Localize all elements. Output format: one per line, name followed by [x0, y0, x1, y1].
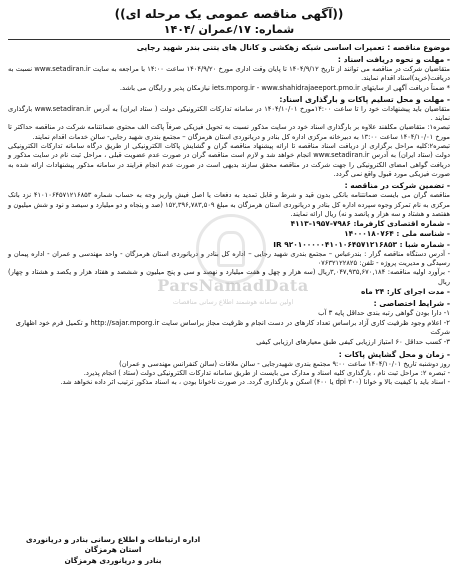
deliver-text: متقاضیان باید پیشنهادات خود را تا ساعت ۱۴:۰۰مورخ ۱۴۰۴/۱۰/۰۱ در سامانه تدارکات الکترونیکی دولت ( ستاد ایران) به آدرس www.setadiran.ir بارگذاری نمایند . — [8, 104, 450, 123]
watermark-text: ParsNamadData — [157, 276, 309, 295]
requirement-item: ۱- دارا بودن گواهی رتبه بندی حداقل پایه ۳ آب — [318, 309, 450, 318]
deliver-heading: - مهلت و محل تسلیم پاکات و بارگذاری اسناد: — [279, 94, 450, 104]
note-item: - اسناد باید با کیفیت بالا و خوانا (۳۰۰ dpi یا ۴۰۰) اسکن و بارگذاری گردد. در صورت ناخوانا بودن ، به اسناد مذکور ترتیب اثر داده نخواهد شد. — [60, 378, 450, 387]
opening-heading: - زمان و محل گشایش پاکات : — [338, 349, 450, 359]
notice-title: ((آگهی مناقصه عمومی یک مرحله ای)) — [114, 7, 344, 21]
receive-text: متقاضیان شرکت در مناقصه می توانند از تاریخ ۱۴۰۴/۹/۱۲ تا پایان وقت اداری مورخ ۱۴۰۴/۹/۲۰ ساعت ۱۴:۰۰ با مراجعه به سایت www.setadiran.ir نسبت به دریافت(خرید)اسناد اقدام نمایند. — [8, 65, 450, 83]
sheba-number: - شماره شبا : IR ۹۲۰۱۰۰۰۰۰۴۱۰۱۰۶۴۵۷۱۲۱۶۸۵۳ — [273, 239, 450, 249]
signature-block — [18, 535, 208, 567]
initial-estimate: - برآورد اولیه مناقصه: ۳,۰۴۷,۹۳۵,۶۷۰,۱۸۴ریال (سه هزار و چهل و هفت میلیارد و نهصد و سی و پنج میلیون و ششصد و هفتاد هزار و یکصد و هشتاد و چهار) ریال — [8, 268, 450, 286]
guarantee-heading: - تضمین شرکت در مناقصه : — [344, 181, 450, 191]
signature-line-1: اداره ارتباطات و اطلاع رسانی بنادر و دریانوردی استان هرمزگان — [25, 534, 201, 554]
national-id: - شناسه ملی : ۱۴۰۰۰۱۸۰۷۶۴ — [344, 229, 450, 239]
watermark-subtitle: اولین سامانه هوشمند اطلاع رسانی مناقصات — [172, 298, 294, 306]
tender-address: - آدرس دستگاه مناقصه گزار : بندرعباس – مجتمع بندری شهید رجایی – اداره کل بنادر و دریانوردی استان هرمزگان - واحد مهندسی و عمران - اداره پیمان و رسیدگی و مدیریت پروژه - تلفن: ۰۷۶۳۲۱۲۲۸۲۵ — [8, 249, 450, 268]
receive-heading: - مهلت و نحوه دریافت اسناد : — [337, 55, 450, 64]
deliver-note-1: تبصره۱: متقاضیان مکلفند علاوه بر بارگذاری اسناد خود در سایت مذکور نسبت به تحویل فیزیکی صرفاً پاکت الف محتوی ضمانتنامه شرکت در مناقصه حداکثر تا مورخ ۱۴۰۴/۱۰/۰۱ ساعت ۱۳:۰۰ به دبیرخانه مرکزی اداره کل بنادر و دریانوردی استان هرمزگان – مجتمع بندری شهید رجایی- سالن خدمات اقدام نمایند. — [8, 123, 450, 141]
opening-text: روز دوشنبه تاریخ ۱۴۰۴/۱۰/۰۱ ساعت ۹:۰۰ مجتمع بندری شهیدرجایی - سالن ملاقات (سالن کنفرانس مهندسی و عمران) — [119, 359, 450, 368]
requirements-heading: - شرایط اختصاصی : — [373, 299, 450, 309]
signature-line-2: بنادر و دریانوردی هرمزگان — [64, 555, 162, 565]
requirement-item: ۳- کسب حداقل ۶۰ امتیاز ارزیابی کیفی طبق معیارهای ارزیابی کیفی — [256, 337, 450, 346]
note-item: - تبصره ۲: مراحل ثبت نام ، بارگذاری کلیه اسناد و مدارک می بایست از طریق سامانه تدارکات الکترونیکی دولت (ستاد ) انجام پذیرد. — [83, 368, 450, 377]
divider — [8, 39, 450, 40]
watermark-logo-icon — [196, 214, 266, 284]
guarantee-text: مناقصه گران می بایست ضمانتنامه بانکی بدون قید و شرط و قابل تمدید به دفعات یا اصل فیش واریز وجه به حساب شماره ۴۱۰۱۰۶۴۵۷۱۲۱۶۸۵۳ نزد بانک مرکزی به نام تمرکز وجوه سپرده اداره کل بنادر و دریانوردی استان هرمزگان به مبلغ ۱۵۲,۳۹۶,۷۸۳,۵۰۹ (صد و پنجاه و دو میلیارد و سیصد و نود و شش میلیون و هفتصد و هشتاد و سه هزار و پانصد و نه) ریال ارائه نمایند. — [8, 191, 451, 218]
receive-websites: * ضمناً دریافت آگهی از سایتهای iets.mporg.ir - www.shahidrajaeeport.pmo.ir نیازمکان پذیر و رایگان می باشد. — [119, 83, 450, 92]
requirement-item: ۲- اعلام وجود ظرفیت کاری آزاد براساس تعداد کارهای در دست انجام و ظرفیت مجاز براساس سایت http://sajar.mporg.ir و تکمیل فرم خود اظهاری شرکت — [15, 318, 450, 337]
subject-line: موضوع مناقصه : تعمیرات اساسی شبکه زهکشی و کانال های بتنی بندر شهید رجایی — [136, 43, 450, 52]
economic-code: - شماره اقتصادی کارفرما: ۷۹۸۶-۱۹۵۷-۴۱۱۳ — [290, 219, 450, 229]
notice-number: شماره: ۱۷/عمران /۱۴۰۴ — [163, 23, 295, 36]
deliver-note-2: تبصره۲:کلیه مراحل برگزاری از دریافت اسناد مناقصه تا ارائه پیشنهاد مناقصه گران و گشایش پاکات الکترونیکی از طریق درگاه سامانه تدارکات الکترونیکی دولت (ستاد ایران) به آدرس www.setadiran.ir انجام خواهد شد و لازم است مناقصه گران در صورت عدم عضویت قبلی ، مراحل ثبت نام در سایت مذکور و دریافت گواهی امضای الکترونیکی را جهت شرکت در مناقصه محقق سازند بدیهی است در صورت عدم انجام فرایند در سامانه مذکور پیشنهادات ارائه شده به صورت فیزیکی مورد قبول واقع نمی گردد. — [8, 142, 450, 178]
work-duration: - مدت اجرای کار: ۲۴ ماه — [360, 286, 450, 296]
